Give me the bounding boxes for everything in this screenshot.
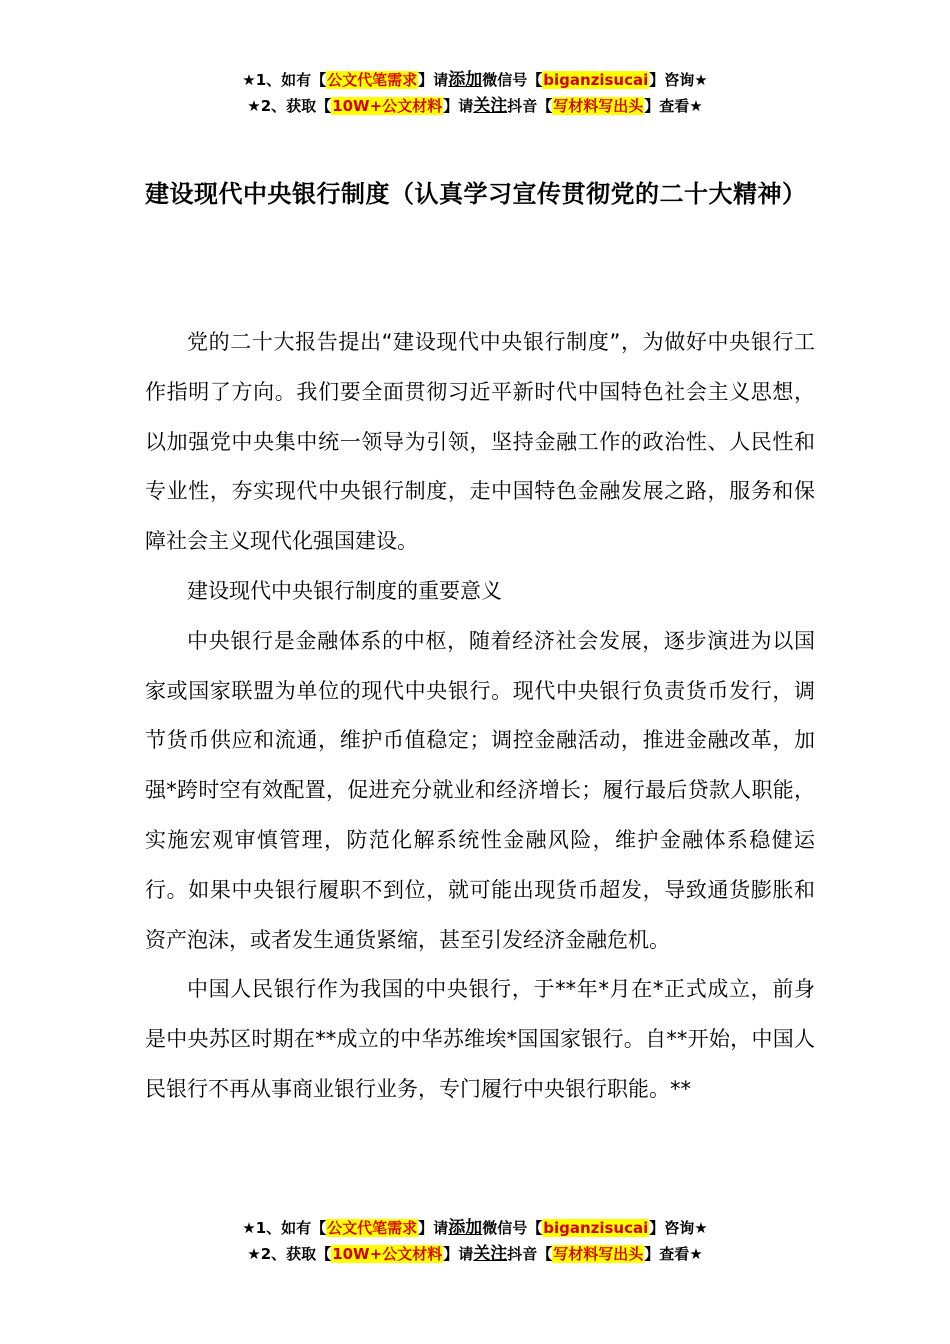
banner-emphasis: 添加 bbox=[448, 1218, 483, 1238]
banner-text: 】查看★ bbox=[644, 97, 703, 115]
banner-text: 微信号【 bbox=[482, 1219, 543, 1237]
banner-text: 】请 bbox=[418, 71, 449, 89]
banner-highlight: 写材料写出头 bbox=[553, 97, 644, 115]
banner-emphasis: 关注 bbox=[473, 1244, 508, 1264]
section-heading: 建设现代中央银行制度的重要意义 bbox=[187, 578, 502, 603]
header-banner bbox=[0, 67, 950, 119]
footer-banner bbox=[0, 1215, 950, 1267]
banner-text: ★2、获取【 bbox=[247, 1245, 332, 1263]
banner-text: 抖音【 bbox=[507, 97, 553, 115]
banner-emphasis: 关注 bbox=[473, 96, 508, 116]
banner-text: 微信号【 bbox=[482, 71, 543, 89]
paragraph: 中央银行是金融体系的中枢，随着经济社会发展，逐步演进为以国家或国家联盟为单位的现代中央银行。现代中央银行负责货币发行，调节货币供应和流通，维护币值稳定；调控金融活动，推进金融改革，加强*跨时空有效配置，促进充分就业和经济增长；履行最后贷款人职能，实施宏观审慎管理，防范化解系统性金融风险，维护金融体系稳健运行。如果中央银行履职不到位，就可能出现货币超发，导致通货膨胀和资产泡沫，或者发生通货紧缩，甚至引发经济金融危机。 bbox=[145, 628, 815, 952]
banner-text: 】查看★ bbox=[644, 1245, 703, 1263]
document-title: 建设现代中央银行制度（认真学习宣传贯彻党的二十大精神） bbox=[145, 180, 807, 208]
banner-text: 】请 bbox=[443, 1245, 474, 1263]
banner-text: ★1、如有【 bbox=[242, 71, 327, 89]
banner-emphasis: 添加 bbox=[448, 70, 483, 90]
banner-text: 】请 bbox=[418, 1219, 449, 1237]
banner-line-2 bbox=[0, 93, 950, 119]
banner-text: ★2、获取【 bbox=[247, 97, 332, 115]
banner-highlight: 10W+公文材料 bbox=[332, 97, 443, 115]
paragraph: 党的二十大报告提出“建设现代中央银行制度”，为做好中央银行工作指明了方向。我们要全面贯彻习近平新时代中国特色社会主义思想，以加强党中央集中统一领导为引领，坚持金融工作的政治性、人民性和专业性，夯实现代中央银行制度，走中国特色金融发展之路，服务和保障社会主义现代化强国建设。 bbox=[145, 330, 815, 554]
banner-highlight: 写材料写出头 bbox=[553, 1245, 644, 1263]
banner-line-2 bbox=[0, 1241, 950, 1267]
banner-text: 】咨询★ bbox=[649, 71, 708, 89]
banner-highlight: 公文代笔需求 bbox=[327, 1219, 418, 1237]
banner-text: 抖音【 bbox=[507, 1245, 553, 1263]
banner-line-1 bbox=[0, 1215, 950, 1241]
banner-highlight: 公文代笔需求 bbox=[327, 71, 418, 89]
banner-line-1 bbox=[0, 67, 950, 93]
banner-highlight: biganzisucai bbox=[543, 1219, 649, 1237]
banner-text: ★1、如有【 bbox=[242, 1219, 327, 1237]
document-body bbox=[145, 318, 815, 1115]
paragraph: 中国人民银行作为我国的中央银行，于**年*月在*正式成立，前身是中央苏区时期在**成立的中华苏维埃*国国家银行。自**开始，中国人民银行不再从事商业银行业务，专门履行中央银行职能。** bbox=[145, 977, 815, 1101]
banner-text: 】咨询★ bbox=[649, 1219, 708, 1237]
banner-text: 】请 bbox=[443, 97, 474, 115]
banner-highlight: biganzisucai bbox=[543, 71, 649, 89]
banner-highlight: 10W+公文材料 bbox=[332, 1245, 443, 1263]
